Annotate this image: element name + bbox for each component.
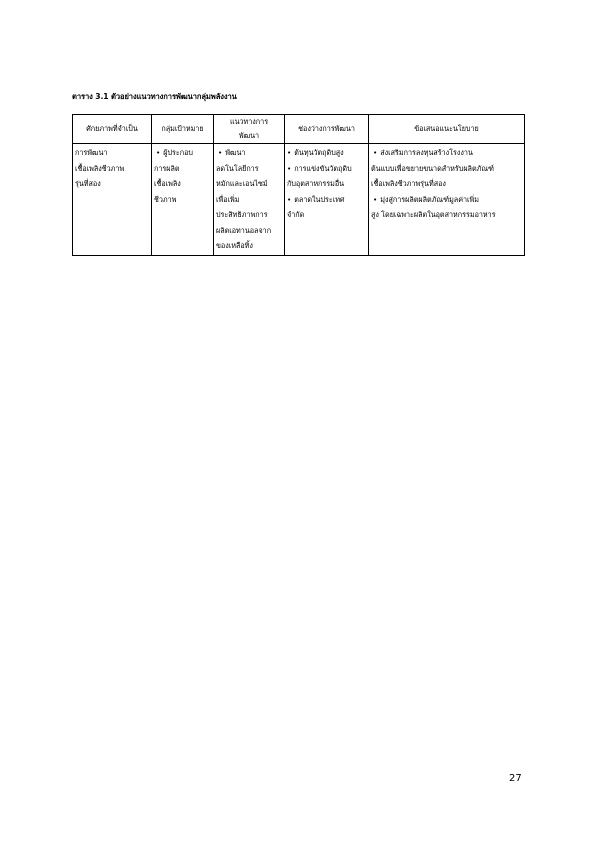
- cell-line: • ต้นทุนวัตถุดิบสูง: [287, 145, 366, 161]
- cell-line: เชื้อเพลิง: [154, 179, 181, 188]
- cell-approach: [214, 144, 285, 256]
- header-approach-text: แนวทางการพัฒนา: [229, 117, 269, 140]
- header-development-gap: ช่องว่างการพัฒนา: [285, 115, 369, 144]
- cell-line: ชีวภาพ: [154, 194, 177, 204]
- cell-line: ของเหลือทิ้ง: [216, 241, 253, 250]
- cell-target-group: [152, 144, 214, 256]
- table-caption: ตาราง 3.1 ตัวอย่างแนวทางการพัฒนากลุ่มพลังงาน: [72, 92, 237, 101]
- cell-line: • การแข่งขันวัตถุดิบ: [287, 161, 366, 177]
- cell-line: เชื้อเพลิงชีวภาพรุ่นที่สอง: [371, 179, 446, 188]
- cell-line: จำกัด: [287, 210, 305, 219]
- cell-line: • ตลาดในประเทศ: [287, 192, 366, 208]
- cell-line: • ส่งเสริมการลงทุนสร้างโรงงาน: [371, 145, 522, 161]
- cell-line: เพื่อเพิ่ม: [216, 194, 240, 204]
- header-policy-recommendation: ข้อเสนอแนะนโยบาย: [369, 115, 525, 144]
- cell-line: ลดโนโลยีการ: [216, 163, 259, 173]
- header-development-approach: [214, 115, 285, 144]
- development-table: [72, 114, 525, 256]
- cell-line: ต้นแบบเพื่อขยายขนาดสำหรับผลิตภัณฑ์: [371, 163, 494, 173]
- cell-policy: [369, 144, 525, 256]
- header-target-group: กลุ่มเป้าหมาย: [152, 115, 214, 144]
- cell-line: • มุ่งสู่การผลิตผลิตภัณฑ์มูลค่าเพิ่ม: [371, 192, 522, 208]
- cell-line: • พัฒนา: [216, 145, 282, 161]
- cell-line: ประสิทธิภาพการ: [216, 210, 268, 219]
- cell-line: เชื้อเพลิงชีวภาพ: [75, 163, 125, 173]
- cell-capability: [73, 144, 152, 256]
- cell-line: การผลิต: [154, 163, 180, 173]
- cell-line: กับอุตสาหกรรมอื่น: [287, 179, 345, 188]
- page-number: 27: [509, 773, 522, 784]
- cell-line: หมักและเอนไซม์: [216, 179, 268, 188]
- cell-line: รุ่นที่สอง: [75, 179, 101, 188]
- cell-gap: [285, 144, 369, 256]
- table-row: [73, 144, 525, 256]
- cell-line: • ผู้ประกอบ: [154, 145, 211, 161]
- header-required-capability: ศักยภาพที่จำเป็น: [73, 115, 152, 144]
- table-header-row: [73, 115, 525, 144]
- cell-line: ผลิตเอทานอลจาก: [216, 225, 272, 235]
- cell-line: การพัฒนา: [75, 148, 108, 157]
- cell-line: สูง โดยเฉพาะผลิตในอุตสาหกรรมอาหาร: [371, 210, 496, 219]
